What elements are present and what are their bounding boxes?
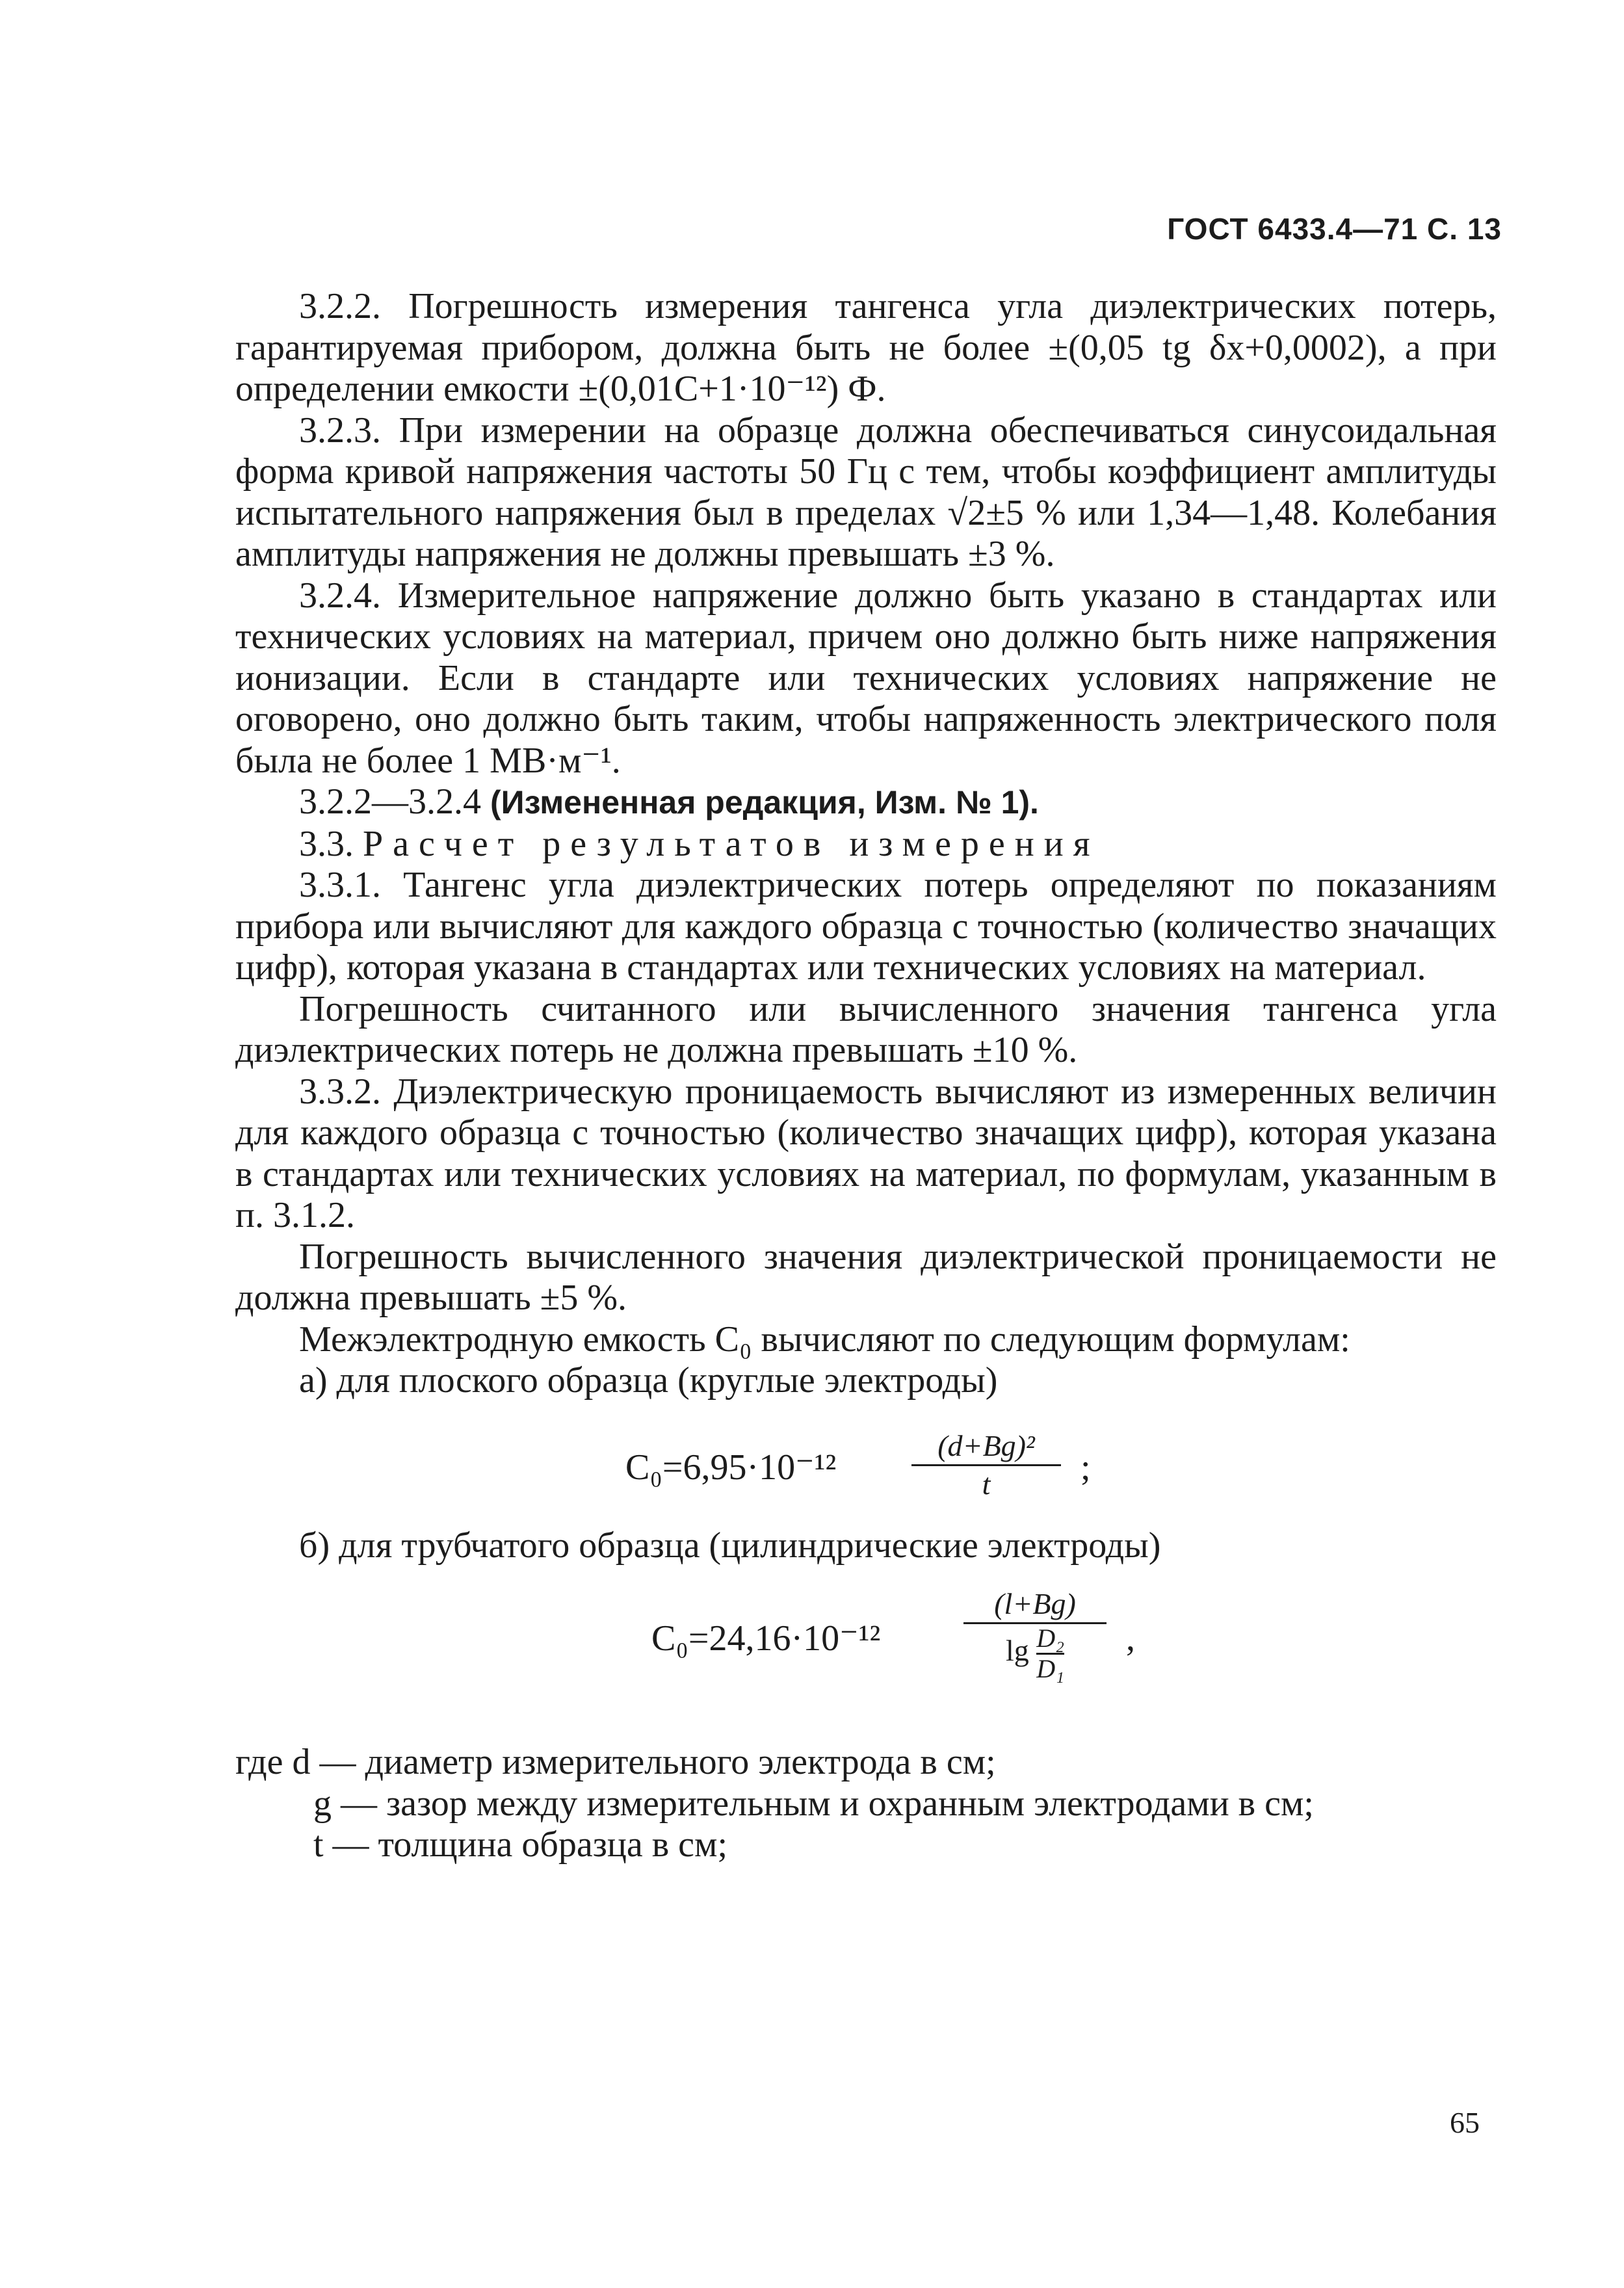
definition-t: t — толщина образца в см; xyxy=(313,1824,727,1865)
formula-flat xyxy=(235,1428,1497,1506)
formula-tubular-denominator xyxy=(963,1624,1107,1683)
paragraph-3-3-2-error: Погрешность вычисленного значения диэлектрической проницаемости не должна превышать ±5 %. xyxy=(235,1236,1497,1318)
amendment-range: 3.2.2—3.2.4 xyxy=(299,782,481,822)
page-number: 65 xyxy=(1450,2106,1480,2139)
formula-tubular-numerator: (l+Bg) xyxy=(994,1587,1076,1620)
formula-tubular xyxy=(235,1586,1497,1716)
definition-g: g — зазор между измерительным и охранным электродами в см; xyxy=(313,1783,1314,1824)
diameter-ratio-numerator: D₂ xyxy=(1036,1624,1065,1653)
paragraph-capacitance: Межэлектродную емкость C₀ вычисляют по следующим формулам: xyxy=(299,1319,1350,1360)
definition-d-text: d — диаметр измерительного электрода в см; xyxy=(292,1742,996,1782)
paragraph-3-3-2: 3.3.2. Диэлектрическую проницаемость вычисляют из измеренных величин для каждого образца с точностью (количество значащих цифр), которая указана в стандартах или технических условиях на материал, по формулам, указанным в п. 3.1.2. xyxy=(235,1071,1497,1235)
item-b-tubular-sample: б) для трубчатого образца (цилиндрические электроды) xyxy=(299,1525,1161,1566)
section-title: Расчет результатов измерения xyxy=(363,823,1100,864)
log-symbol: lg xyxy=(1005,1634,1029,1668)
formula-flat-semicolon: ; xyxy=(1080,1447,1091,1488)
paragraph-3-2-4: 3.2.4. Измерительное напряжение должно быть указано в стандартах или технических условиях на материал, причем оно должно быть ниже напряжения ионизации. Если в стандарте или технических условиях напряжение не оговорено, оно должно быть таким, чтобы напряженность электрического поля была не более 1 МВ·м⁻¹. xyxy=(235,575,1497,781)
document-header: ГОСТ 6433.4—71 С. 13 xyxy=(1167,212,1502,246)
diameter-ratio-denominator: D₁ xyxy=(1036,1654,1065,1683)
formula-flat-numerator: (d+Bg)² xyxy=(937,1428,1035,1462)
formula-tubular-lhs: C₀=24,16·10⁻¹² xyxy=(651,1618,881,1659)
formula-tubular-fraction xyxy=(963,1586,1107,1683)
paragraph-3-3-1-error: Погрешность считанного или вычисленного значения тангенса угла диэлектрических потерь не должна превышать ±10 %. xyxy=(235,988,1497,1070)
definition-d xyxy=(235,1742,1497,1783)
paragraph-3-3-1: 3.3.1. Тангенс угла диэлектрических потерь определяют по показаниям прибора или вычисляют для каждого образца с точностью (количество значащих цифр), которая указана в стандартах или технических условиях на материал. xyxy=(235,865,1497,988)
section-number: 3.3. xyxy=(299,823,354,864)
paragraph-3-2-3: 3.2.3. При измерении на образце должна обеспечиваться синусоидальная форма кривой напряжения частоты 50 Гц с тем, чтобы коэффициент амплитуды испытательного напряжения был в пределах √2±5 % или 1,34—1,48. Колебания амплитуды напряжения не должны превышать ±3 %. xyxy=(235,410,1497,574)
formula-flat-lhs: C₀=6,95·10⁻¹² xyxy=(625,1447,837,1488)
amendment-text: (Измененная редакция, Изм. № 1). xyxy=(490,784,1039,821)
section-3-3-heading xyxy=(235,824,1497,865)
diameter-ratio xyxy=(1036,1624,1064,1683)
formula-flat-fraction xyxy=(911,1428,1061,1503)
formula-tubular-comma: , xyxy=(1126,1618,1135,1659)
paragraph-3-2-2: 3.2.2. Погрешность измерения тангенса угла диэлектрических потерь, гарантируемая прибором, должна быть не более ±(0,05 tg δx+0,0002), а при определении емкости ±(0,01С+1·10⁻¹²) Ф. xyxy=(235,286,1497,409)
amendment-note xyxy=(235,782,1497,824)
where-label: где xyxy=(235,1742,283,1782)
item-a-flat-sample: а) для плоского образца (круглые электроды) xyxy=(299,1360,998,1400)
document-body xyxy=(235,286,1497,1866)
formula-flat-denominator: t xyxy=(982,1467,991,1501)
